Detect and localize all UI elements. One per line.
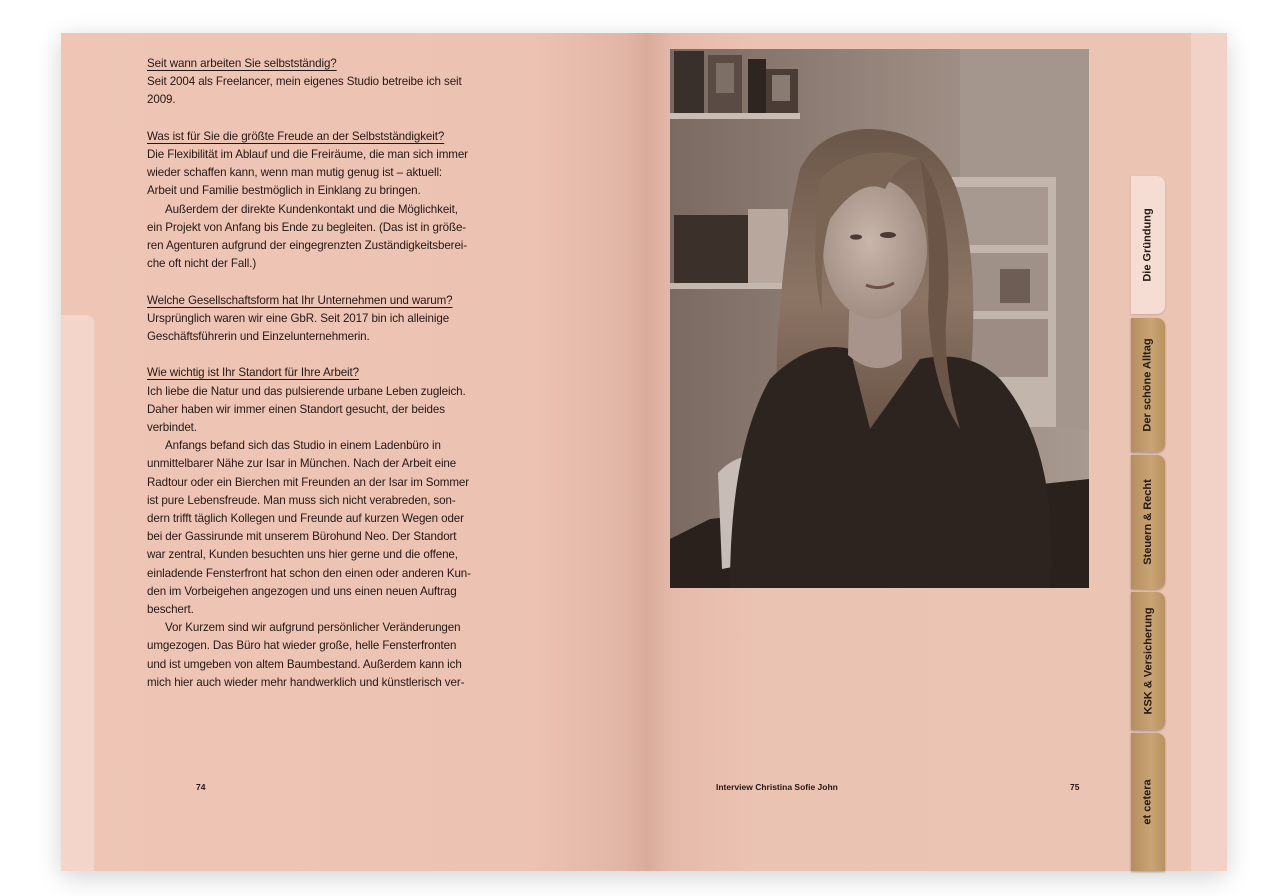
answer-line: verbindet. [147, 421, 197, 435]
page-number-left: 74 [196, 782, 206, 792]
question: Welche Gesellschaftsform hat Ihr Unternehmen und warum? [147, 293, 453, 307]
running-title: Interview Christina Sofie John [716, 782, 838, 792]
question: Was ist für Sie die größte Freude an der Selbstständigkeit? [147, 129, 445, 143]
interview-text [147, 55, 499, 692]
answer-line: war zentral, Kunden besuchten uns hier gerne und die offene, [147, 548, 458, 562]
answer-line: bei der Gassirunde mit unserem Bürohund Neo. Der Standort [147, 530, 457, 544]
tab-steuern-recht[interactable] [1131, 455, 1165, 589]
question: Seit wann arbeiten Sie selbstständig? [147, 57, 337, 70]
answer-line: che oft nicht der Fall.) [147, 257, 257, 271]
tab-label: Der schöne Alltag [1142, 338, 1154, 432]
portrait-photo [670, 49, 1089, 588]
answer-line: ist pure Lebensfreude. Man muss sich nicht verabreden, son- [147, 493, 456, 507]
answer-line: Arbeit und Familie bestmöglich in Einklang zu bringen. [147, 184, 421, 198]
tab-strip [1191, 33, 1227, 871]
page-number-right: 75 [1070, 782, 1080, 792]
tab-die-gruendung[interactable] [1131, 176, 1165, 314]
tab-ksk-versicherung[interactable] [1131, 592, 1165, 730]
answer-line: Daher haben wir immer einen Standort gesucht, der beides [147, 402, 445, 416]
answer-line: Ursprünglich waren wir eine GbR. Seit 2017 bin ich alleinige [147, 311, 450, 325]
answer-line: Die Flexibilität im Ablauf und die Freiräume, die man sich immer [147, 148, 468, 161]
answer-line: umgezogen. Das Büro hat wieder große, helle Fensterfronten [147, 639, 457, 653]
tab-label: et cetera [1142, 779, 1155, 825]
answer-line: und ist umgeben von altem Baumbestand. Außerdem kann ich [147, 657, 462, 671]
answer-line: dern trifft täglich Kollegen und Freunde auf kurzen Wegen oder [147, 512, 464, 526]
answer-line: ren Agenturen aufgrund der eingegrenzten Zuständigkeitsberei- [147, 239, 468, 253]
answer-line: beschert. [147, 603, 194, 617]
tab-et-cetera[interactable] [1131, 733, 1165, 871]
tab-label: Steuern & Recht [1142, 479, 1155, 565]
answer-line: Vor Kurzem sind wir aufgrund persönlicher Veränderungen [165, 621, 461, 635]
underlying-page-edge [61, 315, 95, 871]
answer-line: einladende Fensterfront hat schon den einen oder anderen Kun- [147, 566, 471, 580]
answer-line: Geschäftsführerin und Einzelunternehmerin. [147, 330, 370, 344]
tab-der-schoene-alltag[interactable] [1131, 318, 1165, 452]
answer-line: wieder schaffen kann, wenn man mutig genug ist – aktuell: [147, 166, 443, 180]
answer-line: mich hier auch wieder mehr handwerklich und künstlerisch ver- [147, 675, 465, 689]
question: Wie wichtig ist Ihr Standort für Ihre Arbeit? [147, 366, 360, 380]
answer-line: 2009. [147, 93, 176, 107]
answer-line: ein Projekt von Anfang bis Ende zu begleiten. (Das ist in größe- [147, 220, 467, 234]
answer-line: Anfangs befand sich das Studio in einem Ladenbüro in [165, 439, 441, 453]
answer-line: Seit 2004 als Freelancer, mein eigenes Studio betreibe ich seit [147, 75, 462, 89]
answer-line: Radtour oder ein Bierchen mit Freunden an der Isar im Sommer [147, 475, 469, 489]
answer-line: Außerdem der direkte Kundenkontakt und die Möglichkeit, [165, 202, 458, 216]
tab-label: KSK & Versicherung [1142, 607, 1155, 715]
tab-label: Die Gründung [1142, 208, 1155, 282]
answer-line: Ich liebe die Natur und das pulsierende urbane Leben zugleich. [147, 384, 466, 398]
answer-line: unmittelbarer Nähe zur Isar in München. Nach der Arbeit eine [147, 457, 457, 471]
answer-line: den im Vorbeigehen angezogen und uns einen neuen Auftrag [147, 584, 457, 598]
